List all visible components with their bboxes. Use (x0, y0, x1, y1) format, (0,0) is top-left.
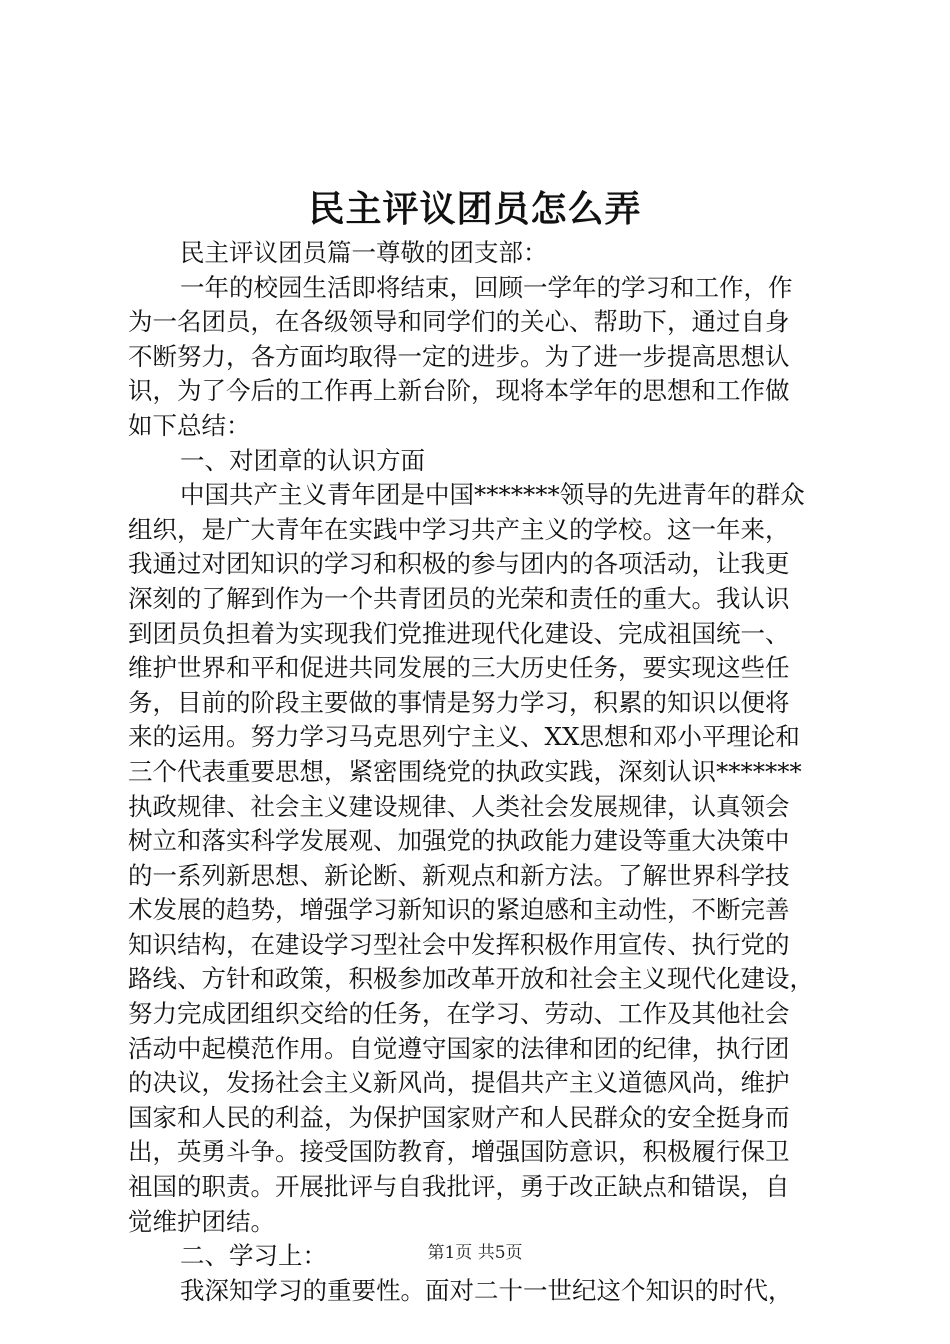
paragraph-line: 觉维护团结。 (128, 1206, 275, 1236)
paragraph-line: 不断努力，各方面均取得一定的进步。为了进一步提高思想认 (128, 341, 790, 371)
paragraph-line: 的一系列新思想、新论断、新观点和新方法。了解世界科学技 (128, 860, 790, 890)
document-title: 民主评议团员怎么弄 (308, 188, 642, 230)
paragraph-line: 出，英勇斗争。接受国防教育，增强国防意识，积极履行保卫 (128, 1137, 790, 1167)
paragraph-line: 我通过对团知识的学习和积极的参与团内的各项活动，让我更 (128, 549, 790, 579)
paragraph-line: 来的运用。努力学习马克思列宁主义、XX思想和邓小平理论和 (128, 722, 800, 752)
paragraph-line: 术发展的趋势，增强学习新知识的紧迫感和主动性，不断完善 (128, 895, 790, 925)
section-heading: 二、学习上： (180, 1241, 327, 1271)
paragraph-line: 我深知学习的重要性。面对二十一世纪这个知识的时代， (180, 1275, 793, 1305)
paragraph-line: 一年的校园生活即将结束，回顾一学年的学习和工作，作 (180, 272, 793, 302)
paragraph-line: 执政规律、社会主义建设规律、人类社会发展规律，认真领会 (128, 791, 790, 821)
paragraph-line: 组织，是广大青年在实践中学习共产主义的学校。这一年来， (128, 514, 790, 544)
paragraph-line: 深刻的了解到作为一个共青团员的光荣和责任的重大。我认识 (128, 583, 790, 613)
section-heading: 一、对团章的认识方面 (180, 445, 425, 475)
paragraph-line: 树立和落实科学发展观、加强党的执政能力建设等重大决策中 (128, 826, 790, 856)
paragraph-line: 识，为了今后的工作再上新台阶，现将本学年的思想和工作做 (128, 376, 790, 406)
paragraph-line: 的决议，发扬社会主义新风尚，提倡共产主义道德风尚，维护 (128, 1068, 790, 1098)
document-body (128, 236, 836, 1308)
paragraph-line: 国家和人民的利益，为保护国家财产和人民群众的安全挺身而 (128, 1102, 790, 1132)
paragraph-line: 三个代表重要思想，紧密围绕党的执政实践，深刻认识******* (128, 756, 802, 786)
page-number-footer: 第1页 共5页 (427, 1243, 523, 1263)
paragraph-line: 中国共产主义青年团是中国*******领导的先进青年的群众 (180, 480, 805, 510)
paragraph-line: 如下总结： (128, 410, 251, 440)
paragraph-line: 努力完成团组织交给的任务，在学习、劳动、工作及其他社会 (128, 999, 790, 1029)
paragraph-line: 活动中起模范作用。自觉遵守国家的法律和团的纪律，执行团 (128, 1033, 790, 1063)
paragraph-line: 祖国的职责。开展批评与自我批评，勇于改正缺点和错误，自 (128, 1172, 790, 1202)
paragraph-line: 知识结构，在建设学习型社会中发挥积极作用宣传、执行党的 (128, 929, 790, 959)
paragraph-line: 到团员负担着为实现我们党推进现代化建设、完成祖国统一、 (128, 618, 790, 648)
paragraph-line: 维护世界和平和促进共同发展的三大历史任务，要实现这些任 (128, 653, 790, 683)
paragraph-line: 路线、方针和政策，积极参加改革开放和社会主义现代化建设， (128, 964, 814, 994)
salutation-line: 民主评议团员篇一尊敬的团支部： (180, 238, 548, 267)
paragraph-line: 务，目前的阶段主要做的事情是努力学习，积累的知识以便将 (128, 687, 790, 717)
paragraph-line: 为一名团员，在各级领导和同学们的关心、帮助下，通过自身 (128, 307, 790, 337)
